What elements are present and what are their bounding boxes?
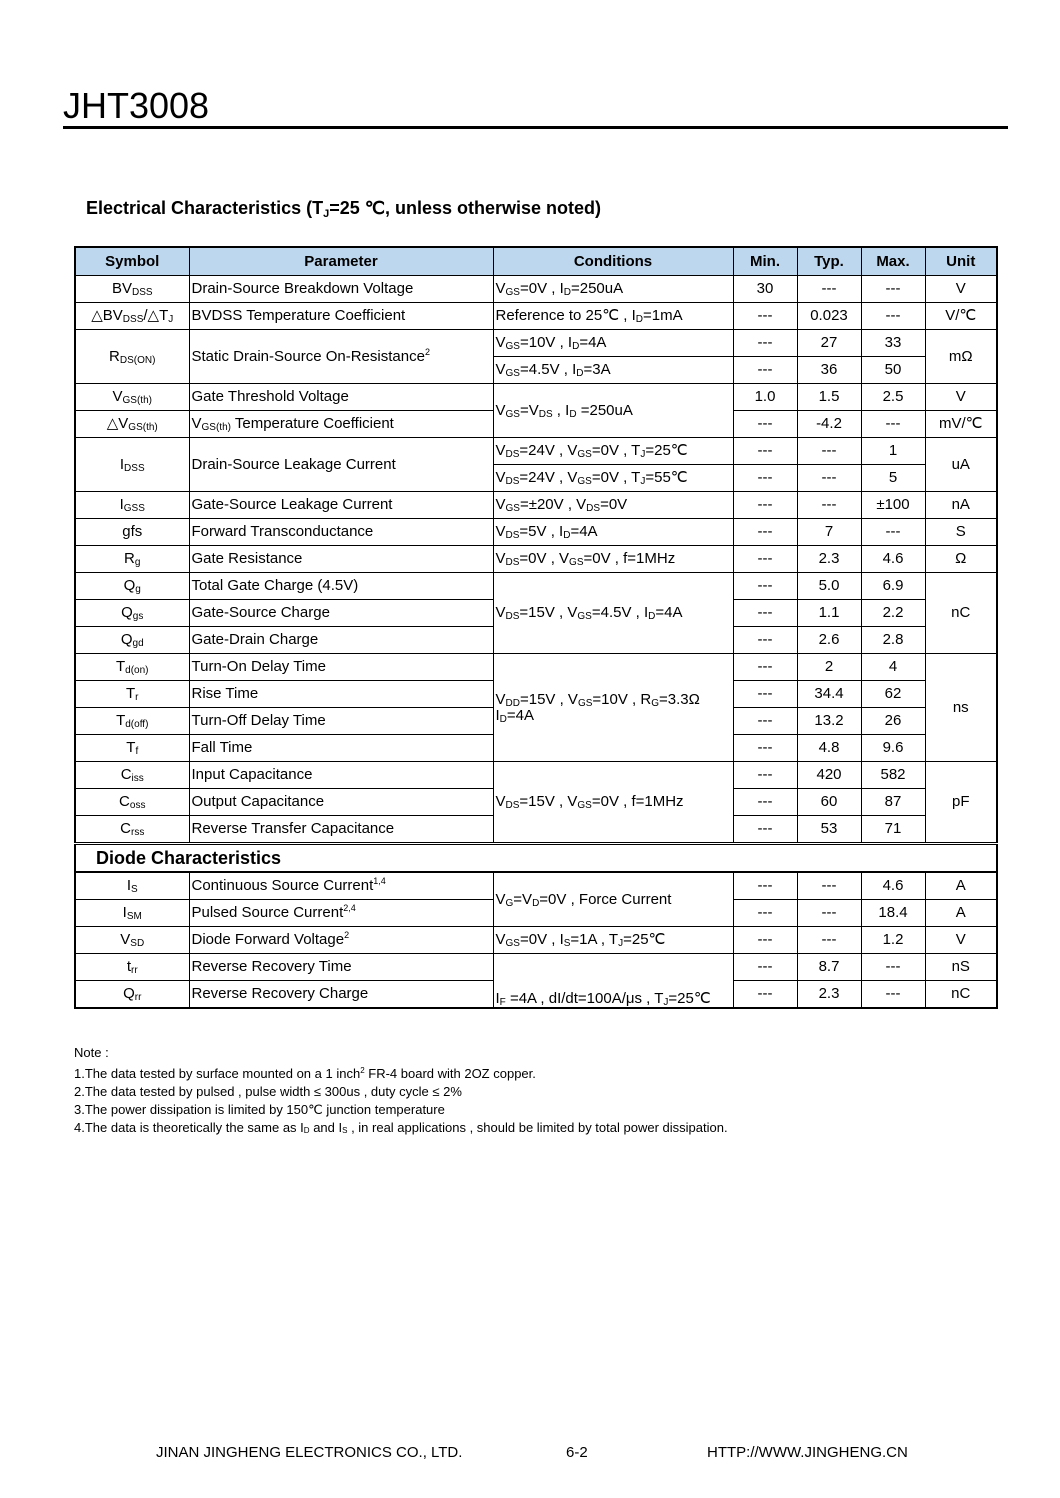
unit-cell: V — [925, 384, 997, 411]
max-cell: 4.6 — [861, 872, 925, 900]
typ-cell: -4.2 — [797, 411, 861, 438]
parameter-cell: Total Gate Charge (4.5V) — [189, 573, 493, 600]
min-cell: --- — [733, 438, 797, 465]
max-cell: 4.6 — [861, 546, 925, 573]
parameter-text: Diode Forward Voltage — [191, 931, 345, 948]
min-cell: --- — [733, 519, 797, 546]
symbol-cell: △VGS(th) — [75, 411, 189, 438]
symbol-cell: IDSS — [75, 438, 189, 492]
heading-text-b: =25 ℃, unless otherwise noted) — [329, 198, 602, 218]
heading-text-a: Electrical Characteristics (T — [86, 198, 324, 218]
typ-cell: --- — [797, 492, 861, 519]
max-cell: 87 — [861, 789, 925, 816]
unit-cell: nC — [925, 981, 997, 1009]
conditions-cell: VGS=0V , ID=250uA — [493, 276, 733, 303]
symbol-cell: Td(off) — [75, 708, 189, 735]
typ-cell: 2.3 — [797, 546, 861, 573]
footer-company: JINAN JINGHENG ELECTRONICS CO., LTD. — [156, 1444, 463, 1461]
unit-cell: S — [925, 519, 997, 546]
table-row — [75, 654, 997, 681]
typ-cell: 7 — [797, 519, 861, 546]
symbol-cell: RDS(ON) — [75, 330, 189, 384]
unit-cell: A — [925, 900, 997, 927]
typ-cell: 53 — [797, 816, 861, 844]
typ-cell: 0.023 — [797, 303, 861, 330]
table-row — [75, 303, 997, 330]
symbol-cell: Tf — [75, 735, 189, 762]
max-cell: 1.2 — [861, 927, 925, 954]
symbol-cell: Qrr — [75, 981, 189, 1009]
conditions-text: Reference to 25℃ , I — [495, 307, 636, 324]
typ-cell: 4.8 — [797, 735, 861, 762]
max-cell: 50 — [861, 357, 925, 384]
table-header-row — [75, 247, 997, 276]
conditions-cell: VGS=4.5V , ID=3A — [493, 357, 733, 384]
max-cell: 18.4 — [861, 900, 925, 927]
parameter-cell: Rise Time — [189, 681, 493, 708]
parameter-cell: Fall Time — [189, 735, 493, 762]
typ-cell: --- — [797, 465, 861, 492]
notes-block — [74, 1044, 728, 1140]
min-cell: --- — [733, 492, 797, 519]
symbol-cell: Coss — [75, 789, 189, 816]
unit-cell: Ω — [925, 546, 997, 573]
typ-cell: 420 — [797, 762, 861, 789]
typ-cell: 5.0 — [797, 573, 861, 600]
max-cell: --- — [861, 303, 925, 330]
table-row — [75, 384, 997, 411]
parameter-cell: Input Capacitance — [189, 762, 493, 789]
title-rule — [63, 126, 1008, 129]
conditions-cell: VDS=24V , VGS=0V , TJ=55℃ — [493, 465, 733, 492]
max-cell: 5 — [861, 465, 925, 492]
typ-cell: 2 — [797, 654, 861, 681]
min-cell: --- — [733, 789, 797, 816]
parameter-cell: Forward Transconductance — [189, 519, 493, 546]
note-3: 3.The power dissipation is limited by 150℃ junction temperature — [74, 1102, 445, 1117]
min-cell: --- — [733, 654, 797, 681]
header-min: Min. — [733, 247, 797, 276]
symbol-cell: Qgs — [75, 600, 189, 627]
table-row — [75, 438, 997, 465]
min-cell: --- — [733, 411, 797, 438]
min-cell: --- — [733, 872, 797, 900]
header-conditions: Conditions — [493, 247, 733, 276]
unit-cell: V — [925, 927, 997, 954]
typ-cell: --- — [797, 927, 861, 954]
min-cell: --- — [733, 546, 797, 573]
parameter-cell: Pulsed Source Current$^{2,4}$ — [189, 900, 493, 927]
typ-cell: 2.3 — [797, 981, 861, 1009]
parameter-text: Temperature Coefficient — [230, 415, 394, 432]
min-cell: --- — [733, 735, 797, 762]
symbol-cell: Ciss — [75, 762, 189, 789]
max-cell: 62 — [861, 681, 925, 708]
symbol-cell: Td(on) — [75, 654, 189, 681]
footer-page-number: 6-2 — [566, 1444, 588, 1461]
parameter-cell: Reverse Transfer Capacitance — [189, 816, 493, 844]
unit-cell: nC — [925, 573, 997, 654]
max-cell: 1 — [861, 438, 925, 465]
typ-cell: 1.1 — [797, 600, 861, 627]
max-cell: 2.2 — [861, 600, 925, 627]
symbol-cell: VSD — [75, 927, 189, 954]
min-cell: --- — [733, 900, 797, 927]
note-1-superscript: 2 — [360, 1066, 365, 1075]
parameter-cell: VGS(th) Temperature Coefficient — [189, 411, 493, 438]
parameter-cell: Gate-Source Leakage Current — [189, 492, 493, 519]
min-cell: --- — [733, 330, 797, 357]
conditions-cell: VDS=0V , VGS=0V , f=1MHz — [493, 546, 733, 573]
table-row — [75, 330, 997, 357]
conditions-cell: VGS=±20V , VDS=0V — [493, 492, 733, 519]
conditions-cell: IF =4A , dI/dt=100A/μs , TJ=25℃ — [493, 954, 733, 1009]
symbol-cell: IGSS — [75, 492, 189, 519]
symbol-cell: Rg — [75, 546, 189, 573]
min-cell: --- — [733, 981, 797, 1009]
parameter-cell: Drain-Source Leakage Current — [189, 438, 493, 492]
typ-cell: 13.2 — [797, 708, 861, 735]
table-row — [75, 519, 997, 546]
symbol-cell: Tr — [75, 681, 189, 708]
min-cell: --- — [733, 573, 797, 600]
note-4-text-a: 4.The data is theoretically the same as I — [74, 1120, 304, 1135]
unit-cell: ns — [925, 654, 997, 762]
parameter-cell: Diode Forward Voltage$^2$ — [189, 927, 493, 954]
parameter-cell: Gate-Source Charge — [189, 600, 493, 627]
min-cell: 1.0 — [733, 384, 797, 411]
parameter-cell: BVDSS Temperature Coefficient — [189, 303, 493, 330]
note-4-text-b: and I — [309, 1120, 343, 1135]
note-4: 4.The data is theoretically the same as ID and IS , in real applications , should be limited by total power dissipation. — [74, 1120, 728, 1135]
parameter-cell: Output Capacitance — [189, 789, 493, 816]
parameter-cell: Turn-On Delay Time — [189, 654, 493, 681]
max-cell: 2.5 — [861, 384, 925, 411]
typ-cell: --- — [797, 276, 861, 303]
note-2: 2.The data tested by pulsed , pulse width ≤ 300us , duty cycle ≤ 2% — [74, 1084, 462, 1099]
unit-cell: A — [925, 872, 997, 900]
conditions-cell: VGS=0V , IS=1A , TJ=25℃ — [493, 927, 733, 954]
header-symbol: Symbol — [75, 247, 189, 276]
parameter-cell: Drain-Source Breakdown Voltage — [189, 276, 493, 303]
max-cell: 33 — [861, 330, 925, 357]
conditions-cell: VGS=10V , ID=4A — [493, 330, 733, 357]
unit-cell: nS — [925, 954, 997, 981]
unit-cell: mΩ — [925, 330, 997, 384]
min-cell: --- — [733, 357, 797, 384]
parameter-cell: Gate Resistance — [189, 546, 493, 573]
typ-cell: 34.4 — [797, 681, 861, 708]
min-cell: --- — [733, 681, 797, 708]
min-cell: --- — [733, 816, 797, 844]
symbol-cell: IS — [75, 872, 189, 900]
unit-cell: V — [925, 276, 997, 303]
conditions-cell: VDS=5V , ID=4A — [493, 519, 733, 546]
header-typ: Typ. — [797, 247, 861, 276]
unit-cell: mV/℃ — [925, 411, 997, 438]
symbol-cell: Crss — [75, 816, 189, 844]
heading-subscript: J — [323, 208, 330, 220]
table-row — [75, 546, 997, 573]
table-row — [75, 762, 997, 789]
parameter-cell: Reverse Recovery Charge — [189, 981, 493, 1009]
symbol-cell: trr — [75, 954, 189, 981]
typ-cell: 1.5 — [797, 384, 861, 411]
conditions-cell: VDD=15V , VGS=10V , RG=3.3Ω ID=4A — [493, 654, 733, 762]
max-cell: 582 — [861, 762, 925, 789]
table-row — [75, 872, 997, 900]
table-row — [75, 276, 997, 303]
symbol-cell: BVDSS — [75, 276, 189, 303]
parameter-cell: Gate-Drain Charge — [189, 627, 493, 654]
table-row — [75, 492, 997, 519]
diode-section-title: Diode Characteristics — [75, 844, 997, 873]
min-cell: 30 — [733, 276, 797, 303]
document-title: JHT3008 — [63, 85, 210, 126]
min-cell: --- — [733, 762, 797, 789]
typ-cell: 36 — [797, 357, 861, 384]
parameter-cell: Reverse Recovery Time — [189, 954, 493, 981]
max-cell: 71 — [861, 816, 925, 844]
symbol-cell: Qgd — [75, 627, 189, 654]
header-parameter: Parameter — [189, 247, 493, 276]
max-cell: --- — [861, 981, 925, 1009]
conditions-cell: VDS=15V , VGS=4.5V , ID=4A — [493, 573, 733, 654]
notes-label: Note : — [74, 1045, 109, 1060]
conditions-cell: VGS=VDS , ID =250uA — [493, 384, 733, 438]
symbol-cell: ISM — [75, 900, 189, 927]
conditions-cell: VDS=15V , VGS=0V , f=1MHz — [493, 762, 733, 844]
min-cell: --- — [733, 600, 797, 627]
unit-cell: V/℃ — [925, 303, 997, 330]
diode-section-row — [75, 844, 997, 873]
conditions-cell: Reference to 25℃ , ID=1mA — [493, 303, 733, 330]
max-cell: --- — [861, 954, 925, 981]
parameter-cell: Turn-Off Delay Time — [189, 708, 493, 735]
max-cell: --- — [861, 276, 925, 303]
min-cell: --- — [733, 627, 797, 654]
max-cell: ±100 — [861, 492, 925, 519]
footer-url: HTTP://WWW.JINGHENG.CN — [707, 1444, 908, 1461]
typ-cell: --- — [797, 900, 861, 927]
note-4-text-c: , in real applications , should be limited by total power dissipation. — [347, 1120, 728, 1135]
header-max: Max. — [861, 247, 925, 276]
parameter-cell: Gate Threshold Voltage — [189, 384, 493, 411]
typ-cell: 27 — [797, 330, 861, 357]
table-row — [75, 573, 997, 600]
note-1-text-b: FR-4 board with 2OZ copper. — [364, 1066, 536, 1081]
header-unit: Unit — [925, 247, 997, 276]
min-cell: --- — [733, 465, 797, 492]
typ-cell: 8.7 — [797, 954, 861, 981]
conditions-cell: VG=VD=0V , Force Current — [493, 872, 733, 927]
typ-cell: 60 — [797, 789, 861, 816]
parameter-cell: Static Drain-Source On-Resistance$^2$ — [189, 330, 493, 384]
unit-cell: pF — [925, 762, 997, 844]
symbol-cell: △BVDSS/△TJ — [75, 303, 189, 330]
typ-cell: 2.6 — [797, 627, 861, 654]
max-cell: 4 — [861, 654, 925, 681]
max-cell: 26 — [861, 708, 925, 735]
max-cell: 2.8 — [861, 627, 925, 654]
typ-cell: --- — [797, 438, 861, 465]
min-cell: --- — [733, 927, 797, 954]
parameter-text: Pulsed Source Current — [191, 904, 344, 921]
min-cell: --- — [733, 303, 797, 330]
parameter-cell: Continuous Source Current$^{1,4}$ — [189, 872, 493, 900]
symbol-cell: Qg — [75, 573, 189, 600]
unit-cell: uA — [925, 438, 997, 492]
max-cell: 9.6 — [861, 735, 925, 762]
electrical-characteristics-table — [74, 246, 998, 1009]
parameter-text: Continuous Source Current — [191, 877, 374, 894]
note-1-text: 1.The data tested by surface mounted on a 1 inch — [74, 1066, 361, 1081]
section-heading — [86, 197, 601, 219]
max-cell: --- — [861, 411, 925, 438]
table-row — [75, 954, 997, 981]
typ-cell: --- — [797, 872, 861, 900]
symbol-cell: gfs — [75, 519, 189, 546]
parameter-text: Static Drain-Source On-Resistance — [191, 347, 425, 365]
table-row — [75, 927, 997, 954]
unit-cell: nA — [925, 492, 997, 519]
conditions-cell: VDS=24V , VGS=0V , TJ=25℃ — [493, 438, 733, 465]
max-cell: 6.9 — [861, 573, 925, 600]
min-cell: --- — [733, 954, 797, 981]
max-cell: --- — [861, 519, 925, 546]
min-cell: --- — [733, 708, 797, 735]
note-1 — [74, 1062, 728, 1083]
symbol-cell: VGS(th) — [75, 384, 189, 411]
